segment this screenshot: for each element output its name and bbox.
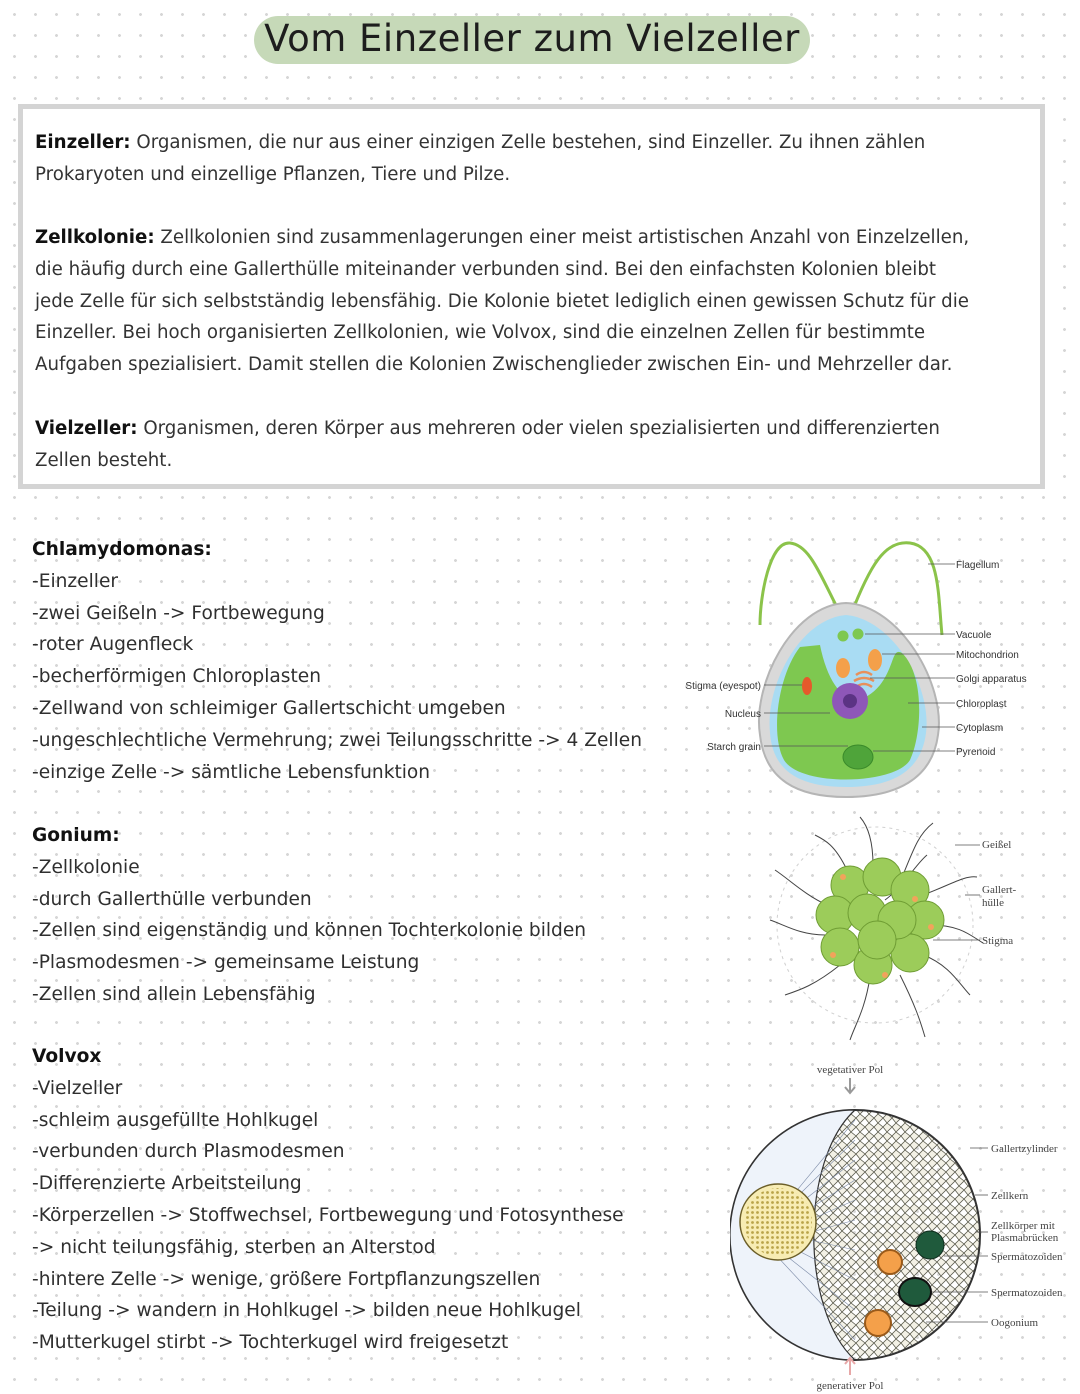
definition-text: Organismen, deren Körper aus mehreren oder vielen spezialisierten und differenzierten — [143, 418, 940, 439]
label-oogonium: Oogonium — [991, 1317, 1039, 1329]
chlamydomonas-diagram — [670, 535, 1060, 805]
definition-text: Zellkolonien sind zusammenlagerungen einer meist artistischen Anzahl von Einzelzellen, — [160, 227, 970, 248]
gonium-cells — [816, 858, 944, 984]
definition-text: Prokaryoten und einzellige Pflanzen, Tiere und Pilze. — [35, 163, 511, 185]
term-zellkolonie: Zellkolonie: — [35, 227, 155, 248]
term-vielzeller: Vielzeller: — [35, 418, 138, 439]
list-item: -Zellen sind allein Lebensfähig — [32, 983, 316, 1005]
list-item: -durch Gallerthülle verbunden — [32, 888, 312, 910]
definition-vielzeller — [35, 413, 940, 477]
definition-text: jede Zelle für sich selbstständig lebensfähig. Die Kolonie bietet lediglich einen gewissen Schutz für die — [35, 290, 969, 312]
list-item: -schleim ausgefüllte Hohlkugel — [32, 1109, 319, 1131]
list-item: -hintere Zelle -> wenige, größere Fortpflanzungszellen — [32, 1268, 541, 1290]
label-gen-pol: generativer Pol — [816, 1380, 884, 1392]
list-item: -Zellwand von schleimiger Gallertschicht umgeben — [32, 697, 506, 719]
nucleolus-shape — [843, 694, 857, 708]
tochterkugel-cells — [744, 1188, 812, 1256]
section-heading: Volvox — [32, 1046, 102, 1067]
label-gallerthuelle-2: hülle — [982, 897, 1004, 909]
definition-text: Zellen besteht. — [35, 449, 173, 471]
list-item: -> nicht teilungsfähig, sterben an Alterstod — [32, 1236, 436, 1258]
label-starch: Starch grain — [707, 742, 761, 753]
list-item: -Zellkolonie — [32, 856, 140, 878]
label-flagellum: Flagellum — [956, 560, 1000, 571]
definitions-box — [18, 104, 1045, 489]
section-heading: Chlamydomonas: — [32, 539, 212, 560]
definition-text: Einzeller. Bei hoch organisierten Zellkolonien, wie Volvox, sind die einzelnen Zellen für bestimmte — [35, 322, 926, 344]
gonium-diagram — [755, 815, 1055, 1050]
spermatozoiden-cluster — [916, 1231, 944, 1259]
list-item: -Einzeller — [32, 570, 119, 592]
label-gallertzylinder: Gallertzylinder — [991, 1143, 1058, 1155]
volvox-diagram — [730, 1060, 1075, 1394]
section-volvox — [32, 1041, 624, 1359]
pyrenoid-shape — [843, 745, 873, 769]
section-gonium — [32, 820, 586, 1011]
list-item: -Vielzeller — [32, 1077, 123, 1099]
page-title: Vom Einzeller zum Vielzeller — [254, 16, 810, 64]
list-item: -Zellen sind eigenständig und können Tochterkolonie bilden — [32, 920, 587, 942]
oogonium-shape — [899, 1278, 931, 1306]
label-veg-pol: vegetativer Pol — [816, 1064, 884, 1076]
label-nucleus: Nucleus — [724, 709, 761, 720]
definition-text: die häufig durch eine Gallerthülle miteinander verbunden sind. Bei den einfachsten Kolonien bleibt — [35, 258, 937, 280]
label-stigma: Stigma — [982, 935, 1014, 947]
label-vacuole: Vacuole — [956, 630, 992, 641]
list-item: -becherförmigen Chloroplasten — [32, 666, 321, 688]
label-pyrenoid: Pyrenoid — [956, 747, 996, 758]
list-item: -Differenzierte Arbeitsteilung — [32, 1173, 302, 1195]
list-item: -roter Augenfleck — [32, 634, 194, 656]
label-stigma: Stigma (eyespot) — [685, 681, 761, 692]
arrow-down-icon — [845, 1078, 855, 1093]
mitochondrion-shape — [868, 649, 882, 671]
mitochondrion-shape — [836, 658, 850, 678]
label-zellkoerper-2: Plasmabrücken — [991, 1232, 1059, 1244]
list-item: -ungeschlechtliche Vermehrung; zwei Teilungsschritte -> 4 Zellen — [32, 729, 642, 751]
label-gallerthuelle-1: Gallert- — [982, 884, 1017, 896]
label-golgi: Golgi apparatus — [956, 674, 1027, 685]
list-item: -Teilung -> wandern in Hohlkugel -> bilden neue Hohlkugel — [32, 1300, 581, 1322]
list-item: -verbunden durch Plasmodesmen — [32, 1141, 345, 1163]
label-geissel: Geißel — [982, 839, 1012, 851]
list-item: -einzige Zelle -> sämtliche Lebensfunktion — [32, 761, 431, 783]
list-item: -Plasmodesmen -> gemeinsame Leistung — [32, 952, 420, 974]
zygote-shape — [878, 1250, 902, 1274]
label-chloroplast: Chloroplast — [956, 699, 1007, 710]
definition-text: Aufgaben spezialisiert. Damit stellen die Kolonien Zwischenglieder zwischen Ein- und Mehrzeller dar. — [35, 354, 953, 376]
label-cytoplasm: Cytoplasm — [956, 723, 1004, 734]
list-item: -Körperzellen -> Stoffwechsel, Fortbewegung und Fotosynthese — [32, 1204, 624, 1226]
label-zellkoerper-1: Zellkörper mit — [991, 1220, 1055, 1232]
label-spermatozoiden-2: Spermatozoiden — [991, 1287, 1063, 1299]
label-mitochondrion: Mitochondrion — [956, 650, 1019, 661]
label-spermatozoiden-1: Spermatozoiden — [991, 1251, 1063, 1263]
vacuole-shape — [853, 629, 864, 640]
stigma-shape — [802, 677, 812, 695]
definition-text: Organismen, die nur aus einer einzigen Zelle bestehen, sind Einzeller. Zu ihnen zählen — [136, 132, 926, 153]
label-zellkern: Zellkern — [991, 1190, 1029, 1202]
vacuole-shape — [838, 631, 849, 642]
definition-einzeller — [35, 127, 925, 191]
section-heading: Gonium: — [32, 825, 120, 846]
definition-zellkolonie — [35, 222, 969, 381]
term-einzeller: Einzeller: — [35, 132, 131, 153]
section-chlamydomonas — [32, 534, 642, 788]
list-item: -Mutterkugel stirbt -> Tochterkugel wird freigesetzt — [32, 1332, 509, 1354]
zygote-shape — [865, 1310, 891, 1336]
list-item: -zwei Geißeln -> Fortbewegung — [32, 602, 325, 624]
